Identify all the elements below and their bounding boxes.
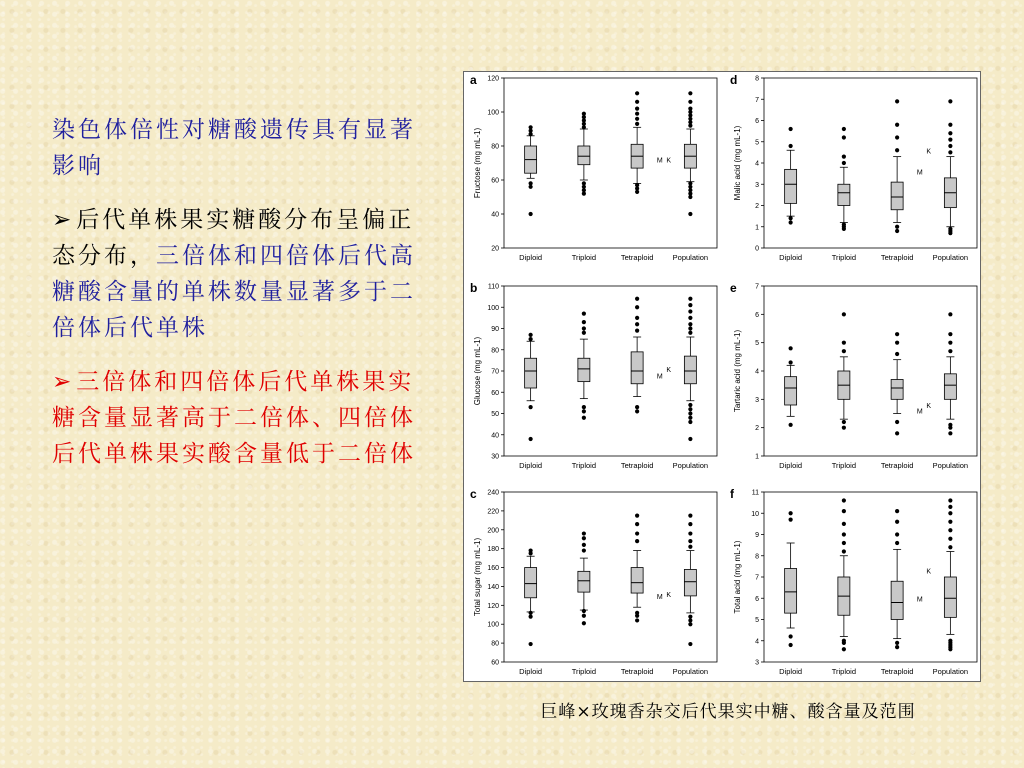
panel-e-outlier (789, 360, 793, 364)
panel-d-category-label: Triploid (831, 253, 857, 262)
panel-d-tick-label: 3 (755, 181, 759, 189)
panel-e-outlier (842, 420, 846, 424)
boxplot-svg (464, 72, 980, 681)
panel-c-category-label: Diploid (519, 667, 543, 676)
panel-d-frame (764, 78, 977, 248)
panel-d-outlier (895, 123, 899, 127)
panel-c-outlier (582, 536, 586, 540)
panel-c-box (578, 571, 590, 592)
panel-c-outlier (582, 531, 586, 535)
panel-d-outlier (842, 161, 846, 165)
panel-b-outlier (635, 409, 639, 413)
panel-a-tick-label: 40 (491, 211, 499, 219)
panel-c-tick-label: 140 (487, 583, 499, 591)
bullet-one-black: 后代单株果实糖酸分布呈偏正态分布， (52, 207, 415, 269)
panel-a-outlier (635, 107, 639, 111)
panel-d-outlier (789, 216, 793, 220)
panel-f-mark-k: K (926, 568, 932, 576)
panel-b-outlier (582, 409, 586, 413)
panel-c-box (631, 568, 643, 594)
panel-b-category-label: Population (672, 461, 709, 470)
panel-b-outlier (635, 316, 639, 320)
bullet-arrow-icon: ➢ (52, 369, 75, 395)
panel-b-category-label: Diploid (519, 461, 543, 470)
panel-f-outlier (789, 518, 793, 522)
panel-f-outlier (842, 541, 846, 545)
panel-b-outlier (635, 305, 639, 309)
panel-c-tick-label: 180 (487, 546, 499, 554)
panel-b-outlier (582, 320, 586, 324)
panel-c-outlier (688, 539, 692, 543)
panel-c-outlier (688, 615, 692, 619)
panel-e-outlier (895, 332, 899, 336)
panel-f-outlier (789, 511, 793, 515)
panel-c-outlier (529, 615, 533, 619)
panel-e-outlier (948, 341, 952, 345)
panel-c-outlier (635, 618, 639, 622)
panel-d-outlier (895, 229, 899, 233)
boxplot-figure (463, 71, 981, 682)
panel-e-outlier (948, 332, 952, 336)
panel-c-category-label: Triploid (571, 667, 597, 676)
panel-a-tick-label: 100 (487, 109, 499, 117)
panel-b-outlier (582, 331, 586, 335)
bullet-two-red: 三倍体和四倍体后代单株果实糖含量显著高于二倍体、四倍体后代单株果实酸含量低于二倍体 (52, 369, 416, 467)
panel-f-tick-label: 7 (755, 574, 759, 582)
panel-a-outlier (688, 100, 692, 104)
panel-f-outlier (948, 537, 952, 541)
panel-a-outlier (635, 183, 639, 187)
panel-b-outlier (582, 326, 586, 330)
panel-b-tick-label: 80 (491, 347, 499, 355)
panel-f-category-label: Population (932, 667, 969, 676)
panel-d-mark-k: K (926, 148, 932, 156)
panel-e-outlier (842, 349, 846, 353)
panel-b-outlier (635, 329, 639, 333)
panel-c-tick-label: 240 (487, 489, 499, 497)
panel-f-outlier (895, 541, 899, 545)
panel-a-category-label: Population (672, 253, 709, 262)
panel-d-ylabel: Malic acid (mg mL-1) (733, 125, 742, 201)
panel-d-tick-label: 6 (755, 118, 759, 125)
panel-c-outlier (635, 531, 639, 535)
panel-d-outlier (895, 148, 899, 152)
panel-b-outlier (635, 322, 639, 326)
text-panel (52, 112, 424, 490)
panel-d-outlier (842, 135, 846, 139)
panel-a-tick-label: 20 (491, 245, 499, 253)
panel-f-tick-label: 6 (755, 595, 759, 603)
panel-a-outlier (635, 91, 639, 95)
panel-d-tick-label: 2 (755, 203, 759, 210)
panel-e-frame (764, 286, 977, 456)
panel-d-category-label: Diploid (779, 253, 803, 262)
panel-a-ylabel: Fructose (mg mL-1) (473, 127, 482, 199)
panel-b-outlier (688, 416, 692, 420)
panel-e-outlier (948, 349, 952, 353)
panel-b-outlier (688, 316, 692, 320)
panel-a-category-label: Diploid (519, 253, 543, 262)
panel-e-outlier (842, 312, 846, 316)
panel-b-tick-label: 100 (487, 304, 499, 312)
panel-d-outlier (948, 150, 952, 154)
panel-b-ylabel: Glucose (mg mL-1) (473, 336, 482, 406)
panel-e-outlier (948, 312, 952, 316)
panel-d-outlier (948, 123, 952, 127)
panel-d-outlier (789, 127, 793, 131)
panel-a-tick-label: 80 (491, 143, 499, 151)
panel-e-outlier (789, 346, 793, 350)
panel-f-tick-label: 5 (755, 617, 759, 624)
panel-a-category-label: Triploid (571, 253, 597, 262)
panel-d-box (785, 169, 797, 203)
panel-b-box (684, 356, 696, 384)
panel-c-mark-k: K (666, 592, 672, 599)
panel-f-outlier (842, 639, 846, 643)
panel-b-tick-label: 60 (491, 389, 499, 397)
panel-b-outlier (688, 437, 692, 441)
bullet-one (52, 202, 424, 346)
panel-d-outlier (842, 155, 846, 159)
panel-f-outlier (842, 522, 846, 526)
panel-b-outlier (635, 297, 639, 301)
panel-c-outlier (529, 611, 533, 615)
panel-a-outlier (635, 117, 639, 121)
panel-e-tick-label: 4 (755, 368, 759, 376)
panel-c-tick-label: 160 (487, 565, 499, 573)
panel-b-box (578, 358, 590, 381)
panel-f-tick-label: 3 (755, 659, 759, 667)
panel-f-ylabel: Total acid (mg mL-1) (733, 540, 742, 614)
panel-d-box (891, 182, 903, 210)
panel-f-outlier (895, 532, 899, 536)
panel-b-outlier (529, 405, 533, 409)
panel-b-mark-k: K (666, 366, 672, 374)
panel-d-tick-label: 5 (755, 139, 759, 147)
panel-c-outlier (688, 642, 692, 646)
panel-d-tick-label: 7 (755, 96, 759, 104)
panel-f-category-label: Diploid (779, 667, 803, 676)
panel-c-outlier (529, 548, 533, 552)
panel-b-outlier (582, 405, 586, 409)
panel-b-category-label: Triploid (571, 461, 597, 470)
panel-c-outlier (529, 642, 533, 646)
panel-b-box (631, 352, 643, 384)
panel-c-tick-label: 200 (487, 527, 499, 535)
panel-f-outlier (948, 498, 952, 502)
panel-f-outlier (842, 647, 846, 651)
bullet-arrow-icon: ➢ (52, 207, 75, 233)
panel-e-tick-label: 2 (755, 425, 759, 433)
panel-b-outlier (688, 322, 692, 326)
panel-f-outlier (948, 639, 952, 643)
panel-d-tick-label: 4 (755, 160, 759, 168)
panel-f-outlier (842, 498, 846, 502)
panel-f-category-label: Tetraploid (880, 667, 914, 676)
panel-d-tick-label: 0 (755, 245, 759, 253)
panel-b-tick-label: 70 (491, 368, 499, 376)
panel-a-outlier (688, 212, 692, 216)
panel-d-outlier (948, 144, 952, 148)
panel-a-outlier (582, 112, 586, 116)
panel-e-category-label: Triploid (831, 461, 857, 470)
panel-c-outlier (582, 548, 586, 552)
panel-f-tick-label: 11 (751, 489, 759, 497)
panel-e-mark-m: M (916, 408, 923, 416)
panel-f-outlier (789, 643, 793, 647)
panel-d-outlier (948, 99, 952, 103)
panel-e-box (944, 374, 956, 400)
panel-e-outlier (895, 420, 899, 424)
panel-f-box (944, 577, 956, 617)
panel-c-tick-label: 120 (487, 602, 499, 610)
panel-b-outlier (688, 407, 692, 411)
panel-a-mark-k: K (666, 157, 672, 165)
panel-b-outlier (582, 312, 586, 316)
panel-c-category-label: Population (672, 667, 709, 676)
panel-f-outlier (895, 645, 899, 649)
panel-c-outlier (582, 543, 586, 547)
panel-f-outlier (842, 509, 846, 513)
bullet-two (52, 364, 424, 472)
panel-b-outlier (688, 403, 692, 407)
panel-e-outlier (948, 431, 952, 435)
panel-d-outlier (789, 220, 793, 224)
panel-a-category-label: Tetraploid (620, 253, 654, 262)
panel-b-outlier (688, 326, 692, 330)
panel-e-tick-label: 7 (755, 283, 759, 291)
panel-a-outlier (688, 91, 692, 95)
panel-a-tick-label: 120 (487, 75, 499, 83)
panel-d-category-label: Population (932, 253, 969, 262)
panel-f-mark-m: M (916, 596, 923, 604)
panel-d-outlier (895, 225, 899, 229)
panel-e-category-label: Population (932, 461, 969, 470)
panel-f-outlier (948, 505, 952, 509)
panel-f-tick-label: 8 (755, 553, 759, 561)
panel-c-category-label: Tetraploid (620, 667, 654, 676)
panel-b-mark-m: M (656, 373, 663, 381)
panel-f-outlier (895, 520, 899, 524)
panel-e-tick-label: 5 (755, 340, 759, 348)
panel-a-mark-m: M (656, 157, 663, 165)
panel-d-outlier (895, 99, 899, 103)
panel-c-outlier (635, 514, 639, 518)
panel-c-box (684, 569, 696, 595)
panel-c-tick-label: 60 (491, 659, 499, 667)
panel-d-outlier (948, 227, 952, 231)
panel-d-outlier (842, 223, 846, 227)
panel-b-outlier (635, 405, 639, 409)
panel-b-tick-label: 30 (491, 453, 499, 461)
panel-a-outlier (529, 125, 533, 129)
panel-b-category-label: Tetraploid (620, 461, 654, 470)
bullet-one-blue: 三倍体和四倍体后代高糖酸含量的单株数量显著多于二倍体后代单株 (52, 243, 416, 341)
panel-a-box (578, 146, 590, 165)
panel-d-outlier (895, 135, 899, 139)
panel-d-tick-label: 1 (755, 224, 759, 232)
panel-e-category-label: Diploid (779, 461, 803, 470)
panel-f-outlier (948, 528, 952, 532)
panel-e-tick-label: 1 (755, 453, 759, 461)
panel-c-outlier (688, 618, 692, 622)
panel-f-tick-label: 9 (755, 532, 759, 539)
panel-b-outlier (529, 337, 533, 341)
panel-e-mark-k: K (926, 403, 932, 410)
panel-e-outlier (842, 341, 846, 345)
panel-a-outlier (635, 112, 639, 116)
panel-d-category-label: Tetraploid (880, 253, 914, 262)
panel-c-outlier (688, 531, 692, 535)
panel-e-outlier (895, 352, 899, 356)
panel-a-outlier (688, 181, 692, 185)
panel-b-tick-label: 110 (487, 283, 499, 291)
panel-e-ylabel: Tartaric acid (mg mL-1) (733, 329, 742, 413)
panel-b-outlier (529, 333, 533, 337)
panel-d-outlier (948, 131, 952, 135)
panel-e-outlier (948, 423, 952, 427)
panel-c-ylabel: Total sugar (mg mL-1) (473, 537, 482, 617)
panel-c-outlier (582, 621, 586, 625)
panel-f-box (785, 569, 797, 614)
panel-b-tick-label: 40 (491, 432, 499, 440)
panel-f-outlier (895, 641, 899, 645)
panel-d-box (838, 184, 850, 205)
panel-b-outlier (688, 420, 692, 424)
panel-b-outlier (529, 437, 533, 441)
panel-f-letter: f (730, 487, 734, 501)
panel-c-outlier (688, 514, 692, 518)
panel-c-mark-m: M (656, 593, 663, 601)
panel-c-tick-label: 80 (491, 640, 499, 648)
panel-f-outlier (948, 511, 952, 515)
panel-a-outlier (688, 107, 692, 111)
panel-f-outlier (842, 532, 846, 536)
heading-text (52, 112, 424, 184)
panel-d-outlier (948, 138, 952, 142)
panel-a-outlier (635, 100, 639, 104)
panel-b-outlier (688, 411, 692, 415)
panel-b-letter: b (470, 281, 478, 295)
panel-d-letter: d (730, 73, 738, 87)
panel-a-letter: a (470, 73, 477, 87)
panel-c-tick-label: 100 (487, 621, 499, 629)
panel-c-outlier (688, 545, 692, 549)
panel-d-mark-m: M (916, 169, 923, 177)
panel-f-box (891, 581, 903, 619)
panel-e-outlier (789, 423, 793, 427)
panel-b-tick-label: 90 (491, 326, 499, 333)
panel-b-outlier (688, 303, 692, 307)
panel-d-outlier (842, 127, 846, 131)
panel-b-outlier (688, 331, 692, 335)
panel-c-outlier (688, 622, 692, 626)
panel-c-outlier (635, 539, 639, 543)
panel-c-letter: c (470, 487, 477, 501)
panel-f-outlier (948, 520, 952, 524)
panel-a-tick-label: 60 (491, 177, 499, 185)
panel-a-outlier (582, 181, 586, 185)
panel-c-outlier (582, 609, 586, 613)
panel-e-box (785, 377, 797, 405)
heading-line: 染色体倍性对糖酸遗传具有显著影响 (52, 117, 416, 179)
panel-c-outlier (582, 614, 586, 618)
panel-e-outlier (842, 426, 846, 430)
panel-e-letter: e (730, 281, 737, 295)
panel-a-outlier (529, 212, 533, 216)
figure-caption: 巨峰×玫瑰香杂交后代果实中糖、酸含量及范围 (540, 702, 916, 722)
panel-e-tick-label: 6 (755, 311, 759, 319)
panel-c-outlier (635, 611, 639, 615)
panel-c-box (525, 568, 537, 598)
panel-b-outlier (688, 297, 692, 301)
panel-c-outlier (635, 522, 639, 526)
panel-b-outlier (582, 416, 586, 420)
panel-a-outlier (635, 122, 639, 126)
panel-b-outlier (688, 309, 692, 313)
panel-f-tick-label: 4 (755, 638, 759, 646)
panel-e-box (891, 380, 903, 400)
panel-f-outlier (948, 545, 952, 549)
panel-f-tick-label: 10 (751, 510, 759, 518)
panel-f-category-label: Triploid (831, 667, 857, 676)
panel-b-box (525, 358, 537, 388)
panel-c-outlier (688, 522, 692, 526)
panel-d-tick-label: 8 (755, 75, 759, 83)
panel-e-category-label: Tetraploid (880, 461, 914, 470)
panel-c-tick-label: 220 (487, 508, 499, 516)
panel-f-outlier (842, 549, 846, 553)
panel-b-tick-label: 50 (491, 411, 499, 418)
panel-e-tick-label: 3 (755, 396, 759, 404)
panel-d-outlier (789, 144, 793, 148)
panel-f-outlier (789, 634, 793, 638)
panel-a-outlier (529, 181, 533, 185)
panel-f-outlier (895, 509, 899, 513)
panel-e-outlier (895, 431, 899, 435)
panel-e-outlier (895, 341, 899, 345)
